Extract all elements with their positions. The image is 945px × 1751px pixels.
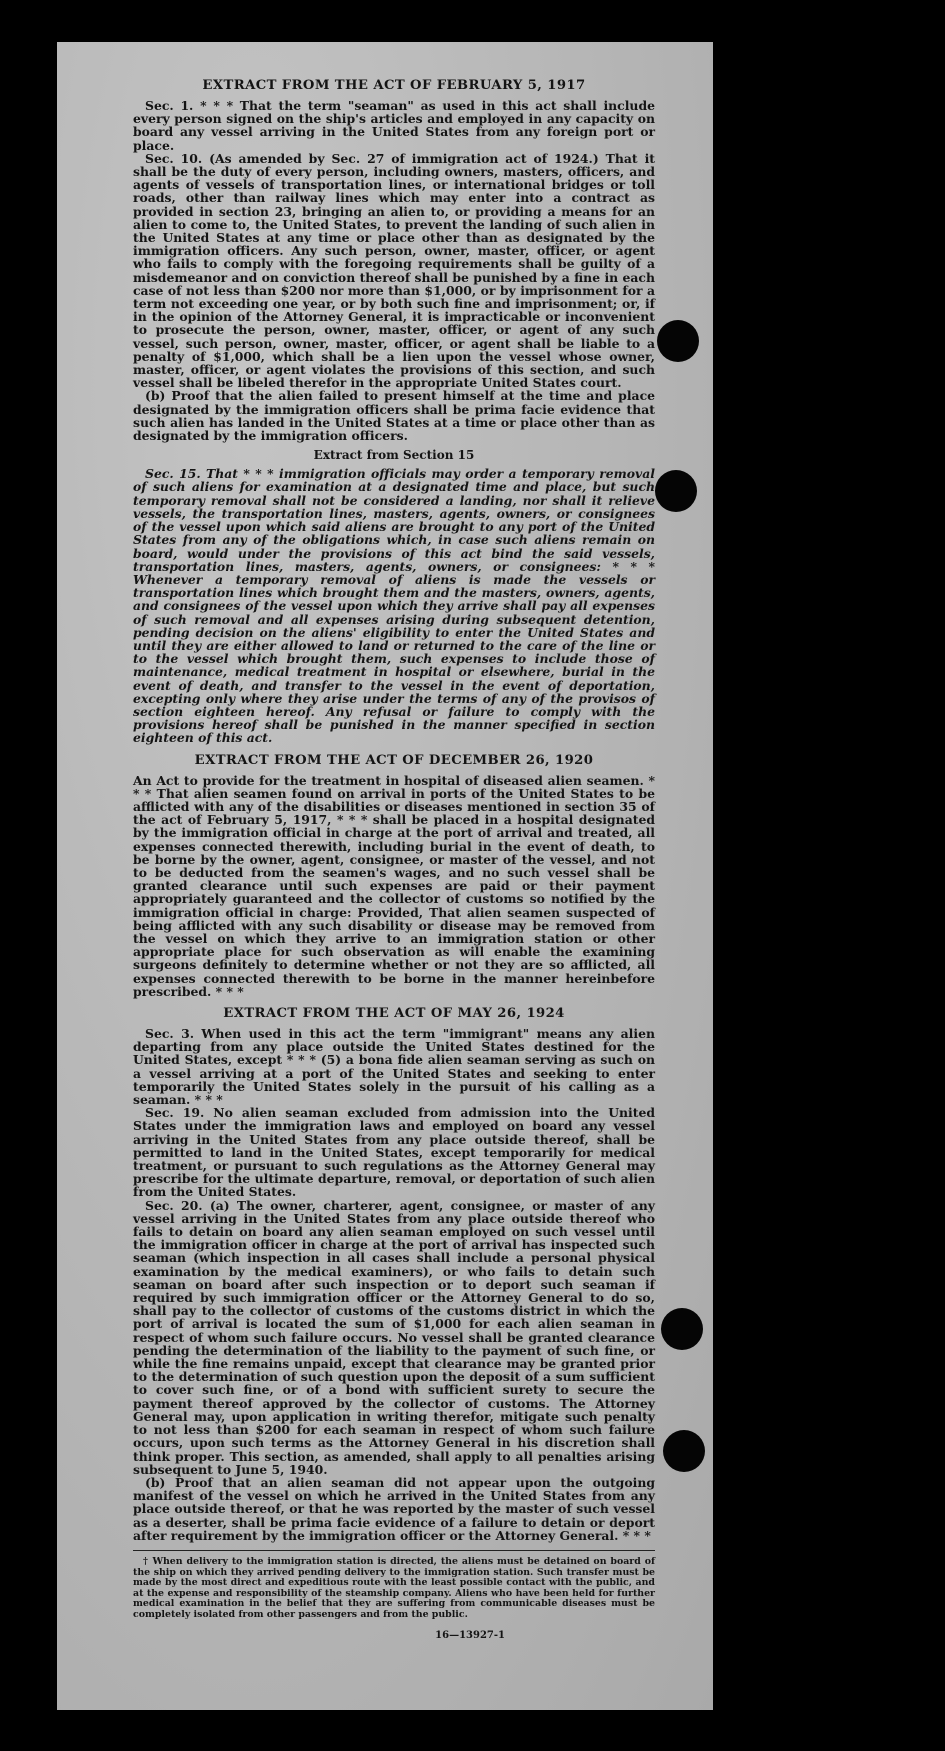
paragraph-sec-20-a: Sec. 20. (a) The owner, charterer, agent, consignee, or master of any vessel arriving in the United States from any place outside thereof who fails to detain on board any alien seaman employed on such vessel until the immigration officer in charge at the port of arrival has inspected such seaman (which inspection in all cases shall include a personal physical examination by the medical examiners), or who fails to detain such seaman on board after such inspection or to deport such seaman if required by such immigration officer or the Attorney General to do so, shall pay to the collector of customs of the customs district in which the port of arrival is located the sum of $1,000 for each alien seaman in respect of whom such failure occurs. No vessel shall be granted clearance pending the determination of the liability to the payment of such fine, or while the fine remains unpaid, except that clearance may be granted prior to the determination of such question upon the deposit of a sum sufficient to cover such fine, or of a bond with sufficient surety to secure the payment thereof approved by the collector of customs. The Attorney General may, upon application in writing therefor, mitigate such penalty to not less than $200 for each seaman in respect of whom such failure occurs, upon such terms as the Attorney General in his discretion shall think proper. This section, as amended, shall apply to all penalties arising subsequent to June 5, 1940. — [133, 1197, 655, 1477]
section-subheading: Extract from Section 15 — [313, 448, 475, 463]
footnote-divider — [133, 1550, 655, 1551]
paragraph-sec-15: Sec. 15. That * * * immigration officials may order a temporary removal of such aliens for examination at a designated time and place, but such temporary removal shall not be considered a landing, nor shall it relieve vessels, the transportation lines, masters, agents, owners, or consignees of the vessel upon which said aliens are brought to any port of the United States from any of the obligations which, in case such aliens remain on board, would under the provisions of this act bind the said vessels, transportation lines, masters, agents, owners, or consignees: * * * Whenever a temporary removal of aliens is made the vessels or transportation lines which brought them and the masters, owners, agents, and consignees of the vessel upon which they arrive shall pay all expenses of such removal and all expenses arising during subsequent detention, pending decision on the aliens' eligibility to enter the United States and until they are either allowed to land or returned to the care of the line or to the vessel which brought them, such expenses to include those of maintenance, medical treatment in hospital or elsewhere, burial in the event of death, and transfer to the vessel in the event of deportation, excepting only where they arise under the terms of any of the provisos of section eighteen hereof. Any refusal or failure to comply with the provisions hereof shall be punished in the manner specified in section eighteen of this act. — [133, 466, 655, 746]
section-heading: EXTRACT FROM THE ACT OF FEBRUARY 5, 1917 — [202, 78, 586, 93]
section-act-1917 — [133, 78, 655, 442]
document-page — [57, 42, 713, 1710]
paragraph-sec-20-b: (b) Proof that an alien seaman did not appear upon the outgoing manifest of the vessel on which he arrived in the United States from any place outside thereof, or that he was reported by the master of such vessel as a deserter, shall be prima facie evidence of a failure to detain or deport after requirement by the immigration officer or the Attorney General. * * * — [133, 1474, 655, 1543]
section-heading: EXTRACT FROM THE ACT OF DECEMBER 26, 1920 — [194, 752, 594, 768]
section-act-1920 — [133, 753, 655, 998]
paragraph-hospital-act: An Act to provide for the treatment in hospital of diseased alien seamen. * * * That alien seamen found on arrival in ports of the United States to be afflicted with any of the disabilities or diseases mentioned in section 35 of the act of February 5, 1917, * * * shall be placed in a hospital designated by the immigration official in charge at the port of arrival and treated, all expenses connected therewith, including burial in the event of death, to be borne by the owner, agent, consignee, or master of the vessel, and not to be deducted from the seamen's wages, and no such vessel shall be granted clearance until such expenses are paid or their payment appropriately guaranteed and the collector of customs so notified by the immigration official in charge: Provided, That alien seamen suspected of being afflicted with any such disability or disease may be removed from the vessel on which they arrive to an immigration station or other appropriate place for such observation as will enable the examining surgeons definitely to determine whether or not they are so afflicted, all expenses connected therewith to be borne in the manner hereinbefore prescribed. * * * — [133, 772, 655, 999]
punch-hole-2 — [655, 470, 697, 512]
section-heading: EXTRACT FROM THE ACT OF MAY 26, 1924 — [223, 1006, 565, 1021]
paragraph-sec-10-b: (b) Proof that the alien failed to present himself at the time and place designated by the immigration officers shall be prima facie evidence that such alien has landed in the United States at a time or place other than as designated by the immigration officers. — [133, 388, 655, 444]
section-act-1924 — [133, 1006, 655, 1542]
footnote: † When delivery to the immigration station is directed, the aliens must be detained on board of the ship on which they arrived pending delivery to the immigration station. Such transfer must be made by the most direct and expeditious route with the least possible contact with the public, and at the expense and responsibility of the steamship company. Aliens who have been held for further medical examination in the belief that they are suffering from communicable diseases must be completely isolated from other passengers and from the public. — [133, 1555, 655, 1620]
paragraph-sec-19: Sec. 19. No alien seaman excluded from admission into the United States under the immigration laws and employed on board any vessel arriving in the United States from any place outside thereof, shall be permitted to land in the United States, except temporarily for medical treatment, or pursuant to such regulations as the Attorney General may prescribe for the ultimate departure, removal, or deportation of such alien from the United States. — [133, 1105, 655, 1200]
form-number: 16—13927-1 — [435, 1630, 505, 1642]
paragraph-sec-3: Sec. 3. When used in this act the term "immigrant" means any alien departing from any place outside the United States destined for the United States, except * * * (5) a bona fide alien seaman serving as such on a vessel arriving at a port of the United States and seeking to enter temporarily the United States solely in the pursuit of his calling as a seaman. * * * — [133, 1026, 655, 1108]
paragraph-sec-10: Sec. 10. (As amended by Sec. 27 of immigration act of 1924.) That it shall be the duty of every person, including owners, masters, officers, and agents of vessels of transportation lines, or international bridges or toll roads, other than railway lines which may enter into a contract as provided in section 23, bringing an alien to, or providing a means for an alien to come to, the United States, to prevent the landing of such alien in the United States at any time or place other than as designated by the immigration officers. Any such person, owner, master, officer, or agent who fails to comply with the foregoing requirements shall be guilty of a misdemeanor and on conviction thereof shall be punished by a fine in each case of not less than $200 nor more than $1,000, or by imprisonment for a term not exceeding one year, or by both such fine and imprisonment; or, if in the opinion of the Attorney General, it is impracticable or inconvenient to prosecute the person, owner, master, officer, or agent of any such vessel, such person, owner, master, officer, or agent shall be liable to a penalty of $1,000, which shall be a lien upon the vessel whose owner, master, officer, or agent violates the provisions of this section, and such vessel shall be libeled therefor in the appropriate United States court. — [133, 150, 655, 391]
section-extract-15 — [133, 448, 655, 744]
punch-hole-3 — [661, 1308, 703, 1350]
punch-hole-4 — [663, 1430, 705, 1472]
paragraph-sec-1: Sec. 1. * * * That the term "seaman" as used in this act shall include every person signed on the ship's articles and employed in any capacity on board any vessel arriving in the United States from any foreign port or place. — [133, 98, 655, 153]
punch-hole-1 — [657, 320, 699, 362]
